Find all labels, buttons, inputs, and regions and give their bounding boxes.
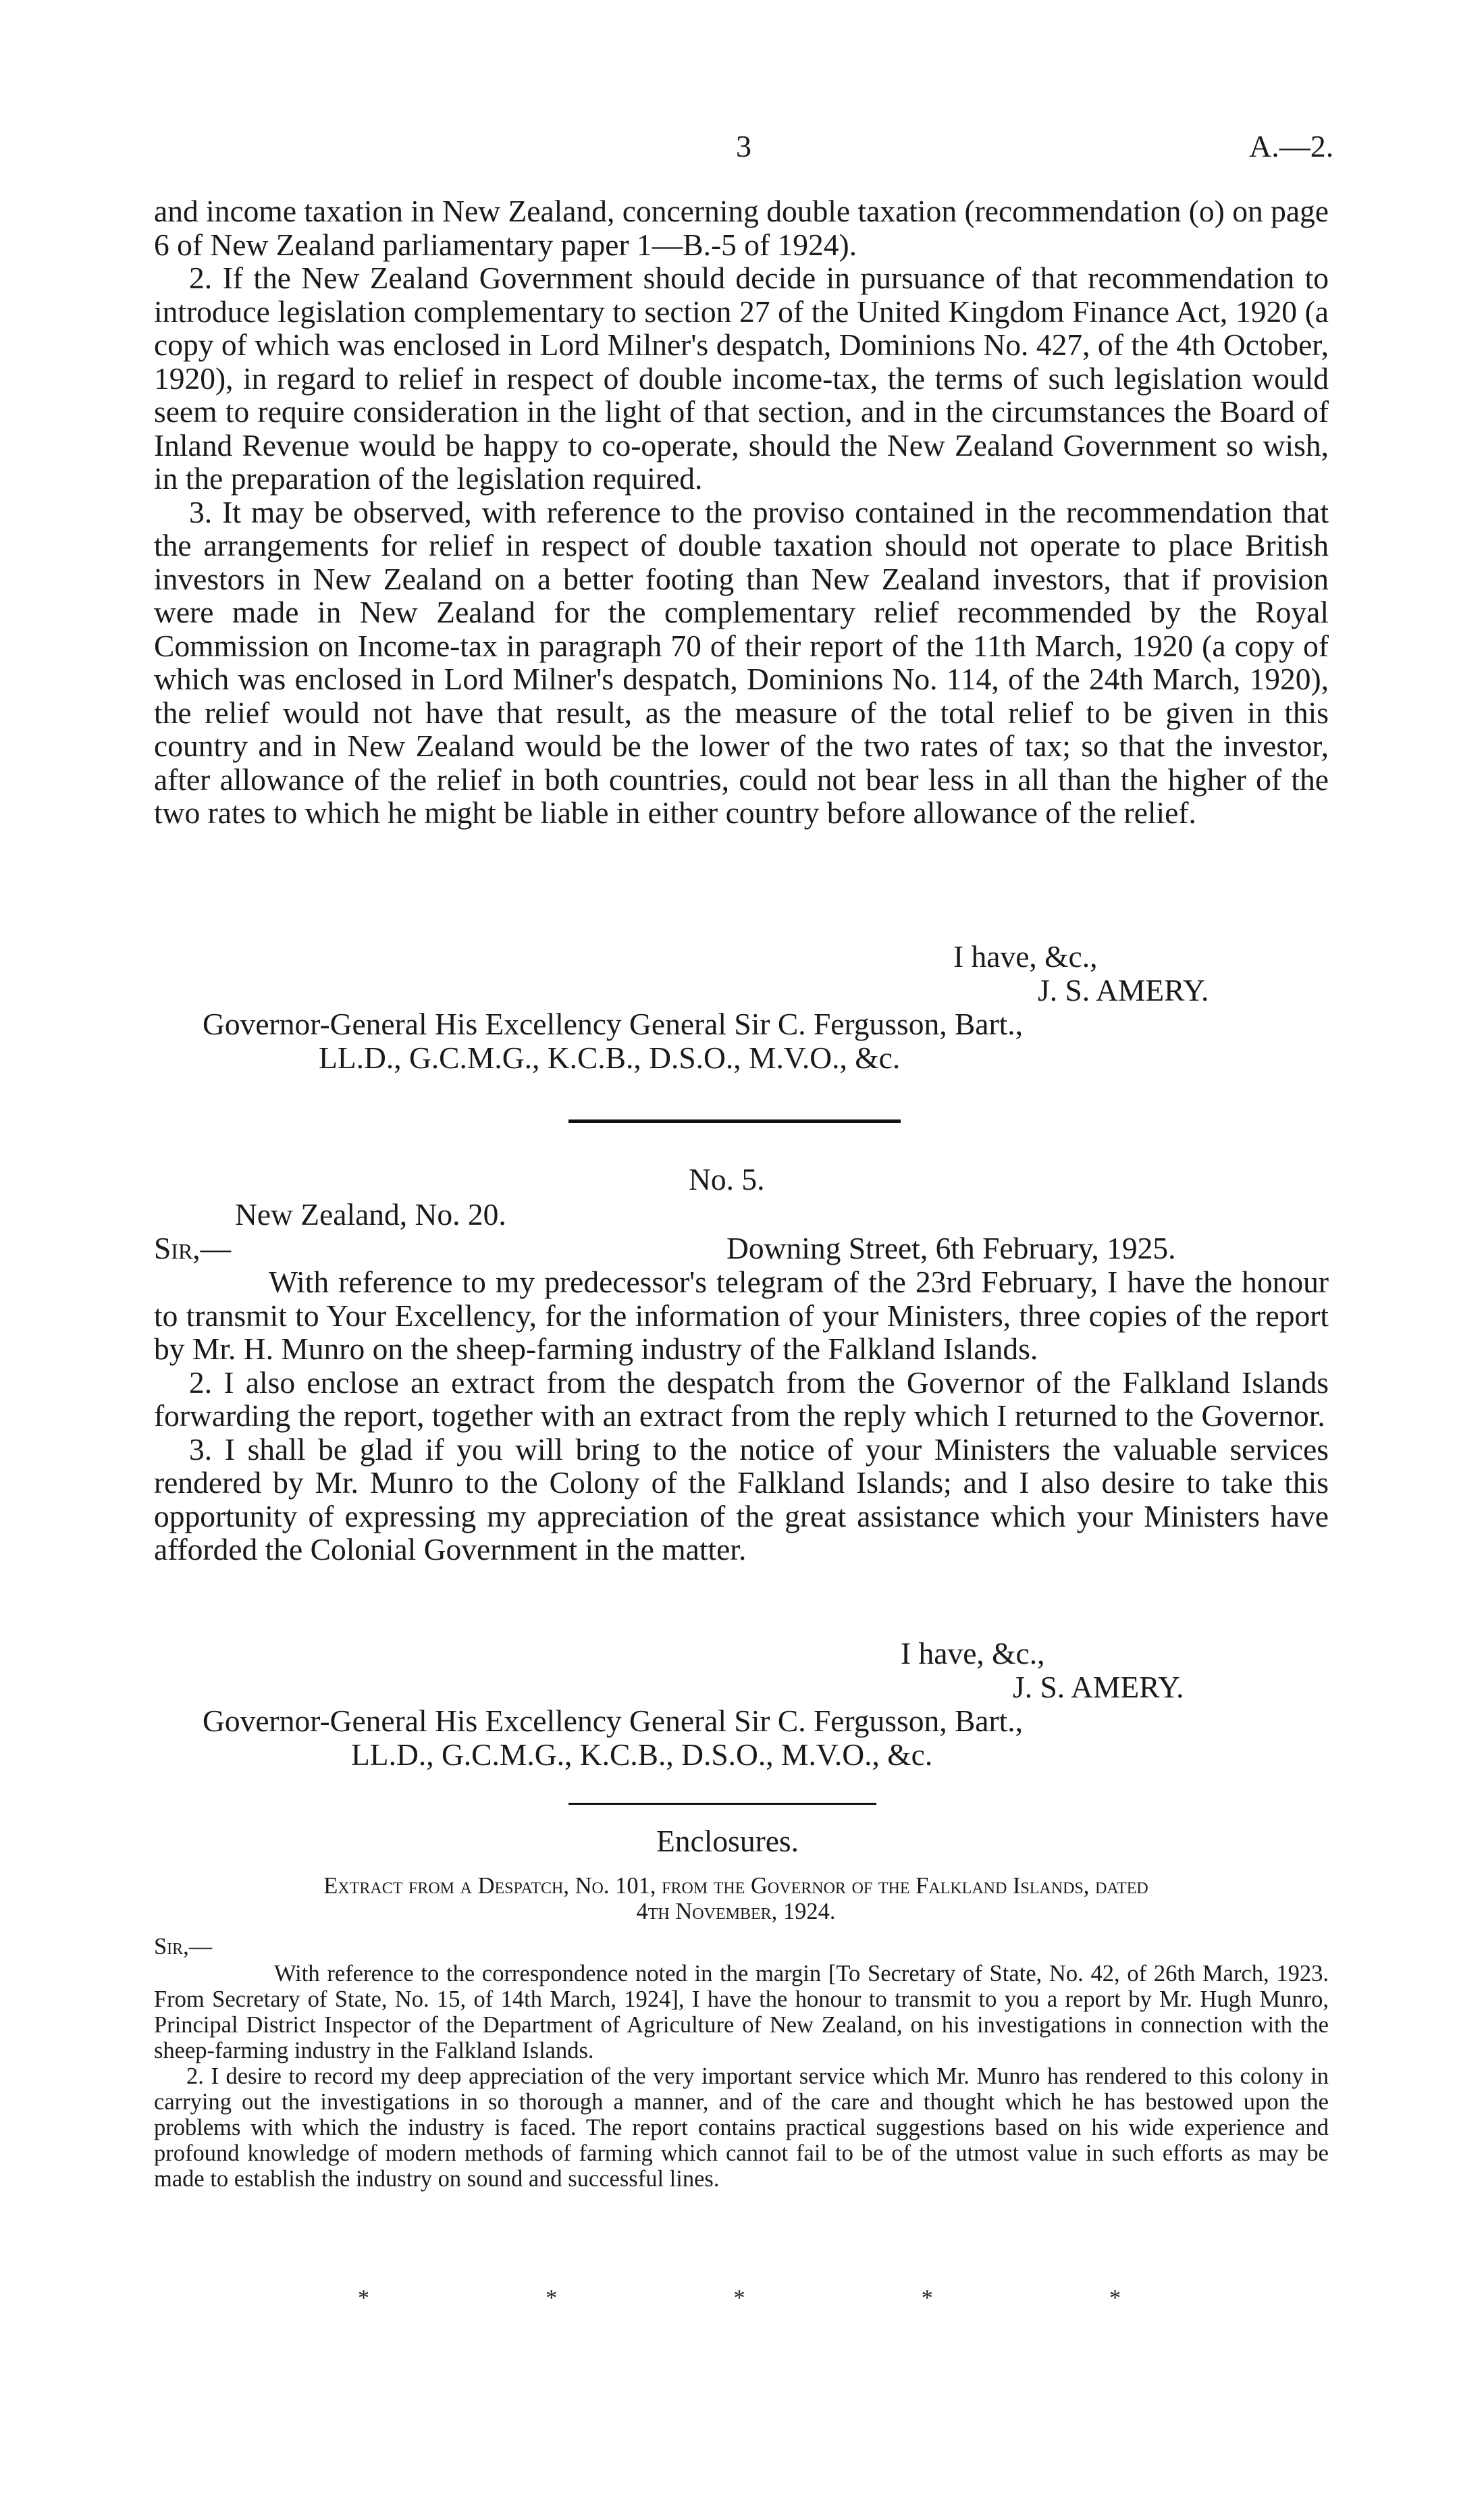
extract-title-line-2: 4th November, 1924. bbox=[636, 1899, 836, 1924]
enclosures-heading: Enclosures. bbox=[656, 1824, 799, 1858]
addressee-line-2: LL.D., G.C.M.G., K.C.B., D.S.O., M.V.O., &c. bbox=[351, 1737, 933, 1772]
place-and-date: Downing Street, 6th February, 1925. bbox=[726, 1231, 1176, 1265]
salutation: Sir,— bbox=[154, 1231, 232, 1265]
closing-formula: I have, &c., bbox=[901, 1636, 1045, 1670]
asterisk: * bbox=[1109, 2286, 1121, 2311]
addressee-line-1: Governor-General His Excellency General Sir C. Fergusson, Bart., bbox=[203, 1007, 1024, 1041]
despatch-reference: New Zealand, No. 20. bbox=[235, 1197, 506, 1232]
enclosures-divider bbox=[568, 1803, 876, 1805]
addressee-line-2: LL.D., G.C.M.G., K.C.B., D.S.O., M.V.O., &c. bbox=[319, 1040, 901, 1075]
letter-body bbox=[154, 1265, 1329, 1566]
addressee-line-1: Governor-General His Excellency General Sir C. Fergusson, Bart., bbox=[203, 1704, 1024, 1738]
closing-formula: I have, &c., bbox=[953, 939, 1098, 974]
omission-asterisks bbox=[358, 2286, 1121, 2311]
signature: J. S. AMERY. bbox=[1038, 973, 1209, 1007]
extract-salutation: Sir,— bbox=[154, 1934, 213, 1959]
document-number-heading: No. 5. bbox=[689, 1162, 765, 1196]
extract-title-line-1: Extract from a Despatch, No. 101, from the Governor of the Falkland Islands, dated bbox=[323, 1873, 1148, 1899]
asterisk: * bbox=[358, 2286, 369, 2311]
signature: J. S. AMERY. bbox=[1013, 1670, 1184, 1704]
section-divider bbox=[568, 1119, 901, 1123]
paragraph-2: 2. If the New Zealand Government should decide in pursuance of that recommendation to introduce legislation complementary to section 27 of the United Kingdom Finance Act, 1920 (a copy of which was enclosed in Lord Milner's despatch, Dominions No. 427, of the 4th October, 1920), in regard to relief in respect of double income-tax, the terms of such legislation would seem to require consideration in the light of that section, and in the circumstances the Board of Inland Revenue would be happy to co-operate, should the New Zealand Government so wish, in the preparation of the legislation required. bbox=[154, 261, 1329, 496]
paragraph-3: 3. I shall be glad if you will bring to the notice of your Ministers the valuable services rendered by Mr. Munro to the Colony of the Falkland Islands; and I also desire to take this opportunity of expressing my appreciation of the great assistance which your Ministers have afforded the Colonial Government in the matter. bbox=[154, 1431, 1329, 1566]
paragraph-continued: and income taxation in New Zealand, concerning double taxation (recommendation (o) on page 6 of New Zealand parliamentary paper 1—B.-5 of 1924). bbox=[154, 194, 1329, 262]
asterisk: * bbox=[546, 2286, 558, 2311]
page-number: 3 bbox=[736, 129, 751, 163]
extract-paragraph-2: 2. I desire to record my deep appreciation of the very important service which Mr. Munro has rendered to this colony in carrying out the investigations in so thorough a manner, and of the care and thought which he has bestowed upon the problems with which the industry is faced. The report contains practical suggestions based on his wide experience and profound knowledge of modern methods of farming which cannot fail to be of the utmost value in such efforts as may be made to establish the industry on sound and successful lines. bbox=[154, 2063, 1329, 2192]
extract-paragraph-1: With reference to the correspondence noted in the margin [To Secretary of State, No. 42, of 26th March, 1923. From Secretary of State, No. 15, of 14th March, 1924], I have the honour to transmit to you a report by Mr. Hugh Munro, Principal District Inspector of the Department of Agriculture of New Zealand, on his investigations in connection with the sheep-farming industry in the Falkland Islands. bbox=[154, 1961, 1329, 2063]
paragraph-3: 3. It may be observed, with reference to the proviso contained in the recommendation that the arrangements for relief in respect of double taxation should not operate to place British investors in New Zealand on a better footing than New Zealand investors, that if provision were made in New Zealand for the complementary relief recommended by the Royal Commission on Income-tax in paragraph 70 of their report of the 11th March, 1920 (a copy of which was enclosed in Lord Milner's despatch, Dominions No. 114, of the 24th March, 1920), the relief would not have that result, as the measure of the total relief to be given in this country and in New Zealand would be the lower of the two rates of tax; so that the investor, after allowance of the relief in both countries, could not bear less in all than the higher of the two rates to which he might be liable in either country before allowance of the relief. bbox=[154, 494, 1329, 830]
extract-body bbox=[154, 1961, 1329, 2192]
paper-reference: A.—2. bbox=[1249, 129, 1334, 163]
letter-continuation bbox=[154, 194, 1329, 830]
paragraph-2: 2. I also enclose an extract from the despatch from the Governor of the Falkland Islands forwarding the report, together with an extract from the reply which I returned to the Governor. bbox=[154, 1365, 1329, 1433]
asterisk: * bbox=[733, 2286, 745, 2311]
asterisk: * bbox=[921, 2286, 933, 2311]
paragraph-1: With reference to my predecessor's telegram of the 23rd February, I have the honour to transmit to Your Excellency, for the information of your Ministers, three copies of the report by Mr. H. Munro on the sheep-farming industry of the Falkland Islands. bbox=[154, 1265, 1329, 1366]
